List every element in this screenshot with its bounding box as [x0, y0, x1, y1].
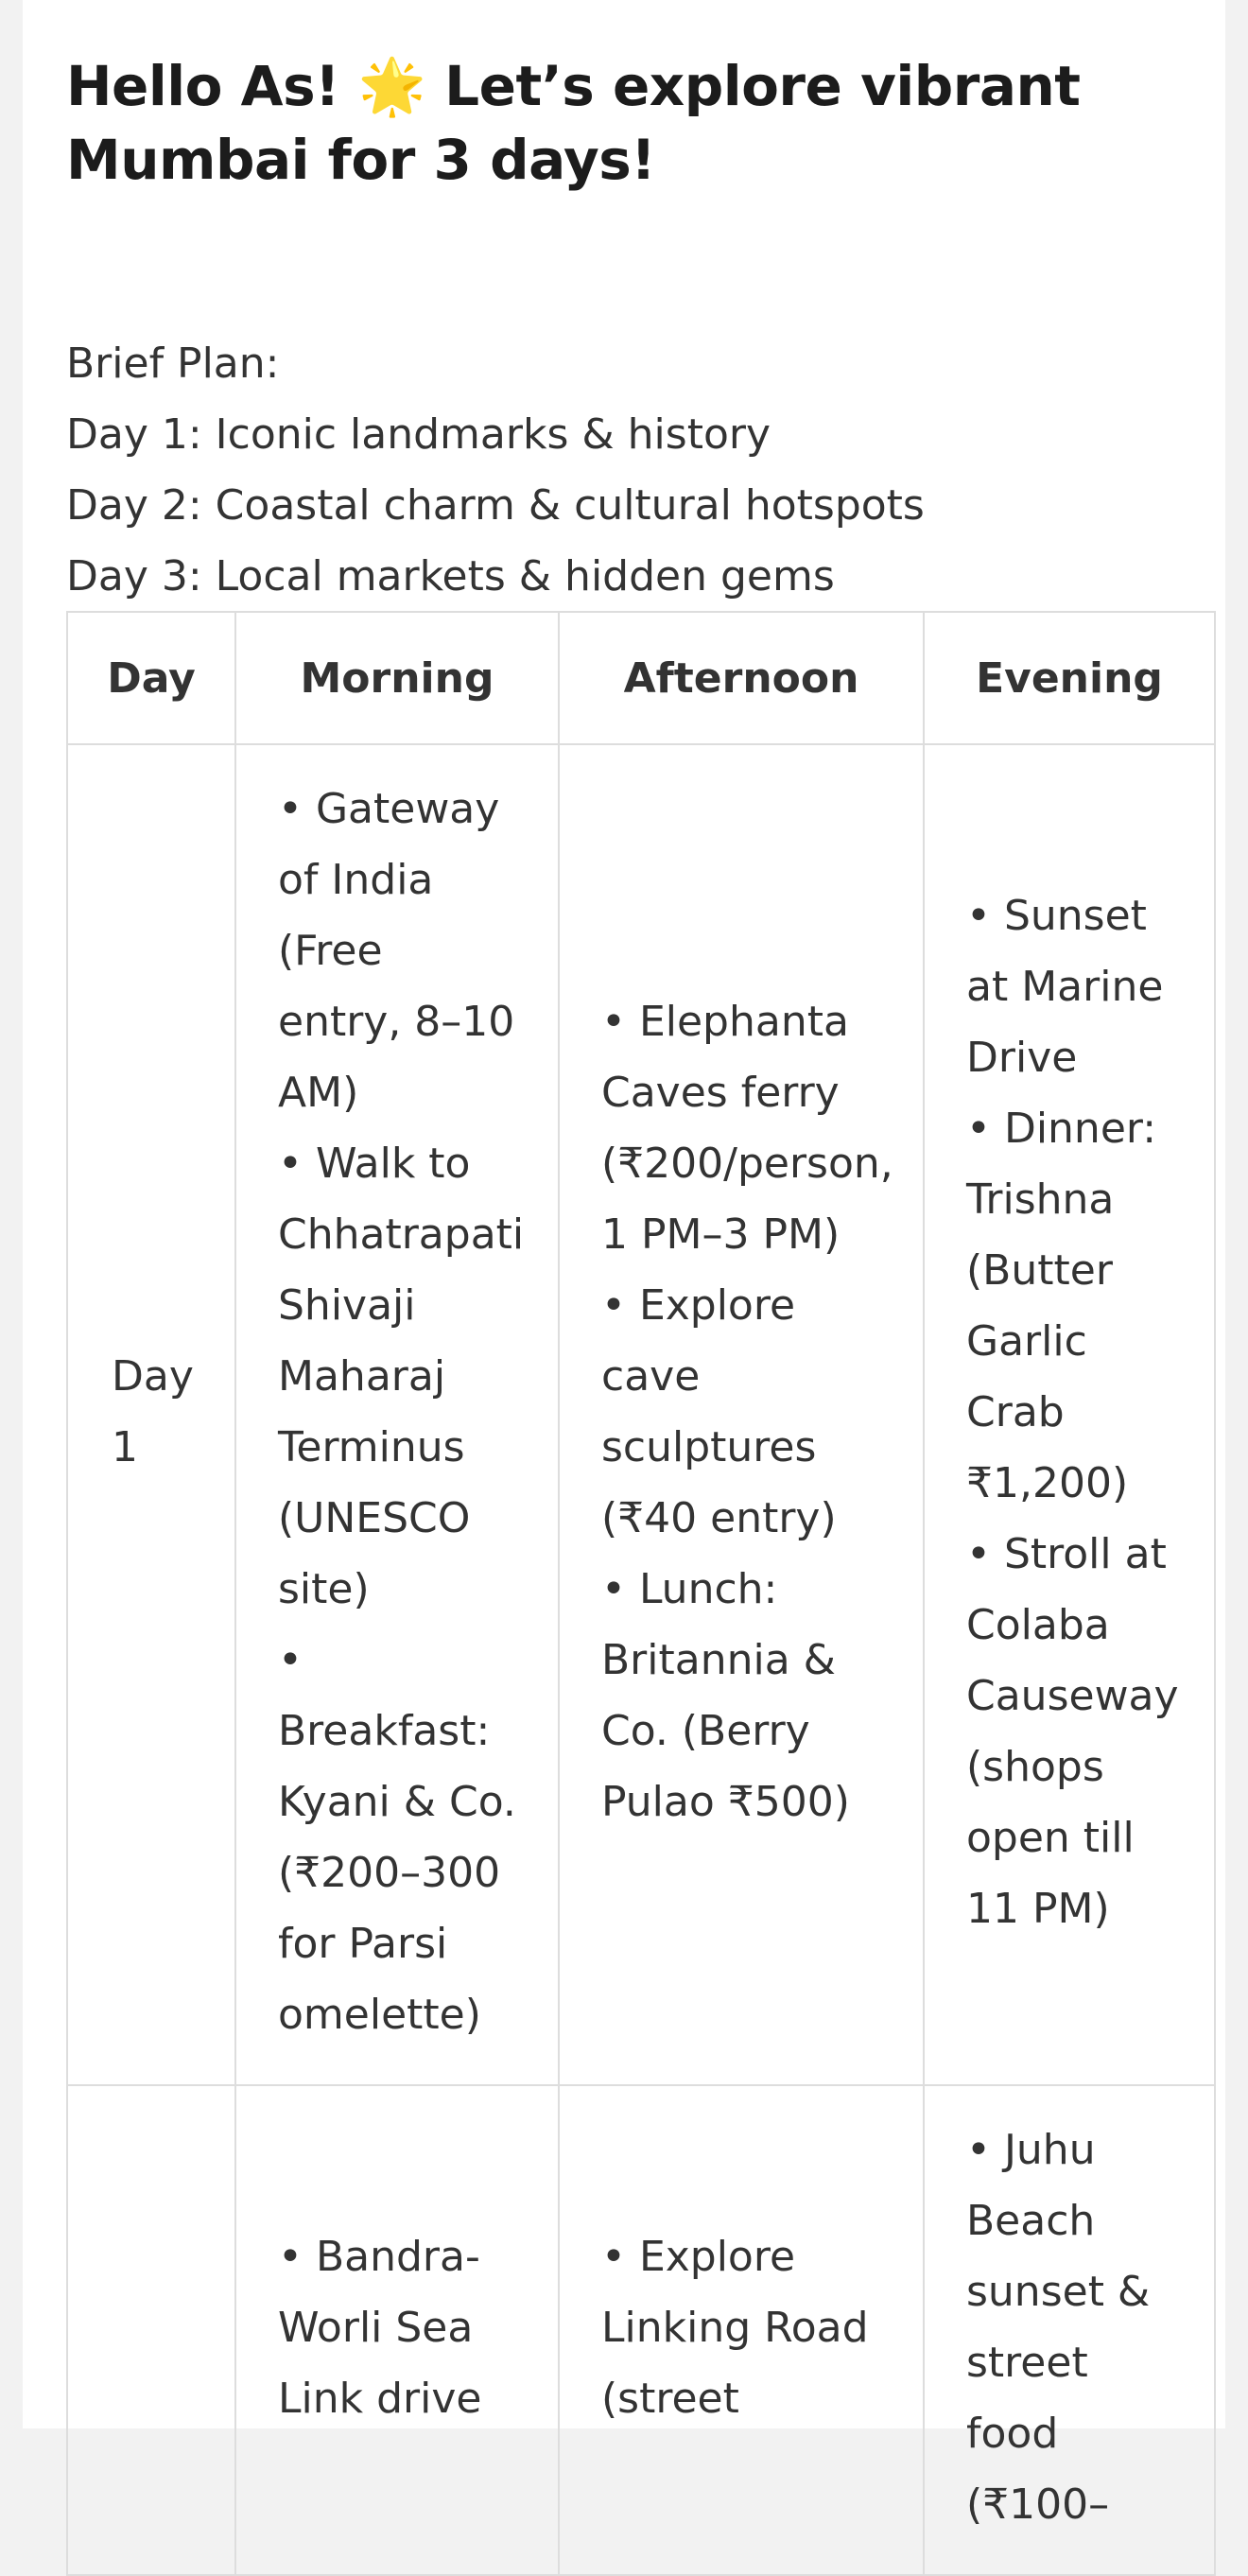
- morning-item: • Walk to Chhatrapati Shivaji Maharaj Terminus (UNESCO site): [278, 1140, 525, 1613]
- afternoon-cell: [559, 2085, 924, 2575]
- afternoon-item: • Explore cave sculptures (₹40 entry): [601, 1281, 837, 1542]
- brief-plan-day-3: Day 3: Local markets & hidden gems: [66, 552, 835, 600]
- brief-plan-heading: Brief Plan:: [66, 339, 280, 388]
- evening-item: • Stroll at Colaba Causeway (shops open till 11 PM): [966, 1529, 1179, 1933]
- evening-item: • Dinner: Trishna (Butter Garlic Crab ₹1,200): [966, 1104, 1157, 1507]
- column-header-morning: Morning: [235, 612, 559, 744]
- brief-plan-day-2: Day 2: Coastal charm & cultural hotspots: [66, 481, 925, 530]
- evening-item: • Juhu Beach sunset & street food (₹100–: [966, 2126, 1151, 2529]
- brief-plan-day-1: Day 1: Iconic landmarks & history: [66, 410, 771, 459]
- morning-cell: [235, 2085, 559, 2575]
- evening-cell: [924, 2085, 1215, 2575]
- morning-item: • Breakfast: Kyani & Co. (₹200–300 for Parsi omelette): [278, 1636, 516, 2039]
- day-cell: Day 1: [67, 744, 235, 2085]
- title-text: Let’s explore vibrant Mumbai for 3 days!: [66, 54, 1081, 192]
- chat-message-card: [23, 0, 1225, 2529]
- table-row-day-2: [67, 2085, 1215, 2575]
- morning-item: • Bandra-Worli Sea Link drive: [278, 2232, 482, 2423]
- evening-item: • Sunset at Marine Drive: [966, 891, 1164, 1082]
- table-row-day-1: [67, 744, 1215, 2085]
- itinerary-table: [66, 611, 1216, 2576]
- column-header-evening: Evening: [924, 612, 1215, 744]
- trip-title: [66, 49, 1182, 197]
- morning-item: • Gateway of India (Free entry, 8–10 AM): [278, 785, 515, 1117]
- brief-plan: [66, 328, 925, 612]
- day-cell: [67, 2085, 235, 2575]
- evening-cell: [924, 744, 1215, 2085]
- column-header-afternoon: Afternoon: [559, 612, 924, 744]
- column-header-day: Day: [67, 612, 235, 744]
- morning-cell: [235, 744, 559, 2085]
- greeting-text: Hello As!: [66, 54, 340, 118]
- afternoon-item: • Elephanta Caves ferry (₹200/person, 1 PM–3 PM): [601, 998, 893, 1259]
- afternoon-item: • Explore Linking Road (street: [601, 2232, 869, 2423]
- glowing-star-icon: 🌟: [357, 54, 426, 118]
- table-header-row: [67, 612, 1215, 744]
- afternoon-cell: [559, 744, 924, 2085]
- afternoon-item: • Lunch: Britannia & Co. (Berry Pulao ₹500): [601, 1565, 850, 1826]
